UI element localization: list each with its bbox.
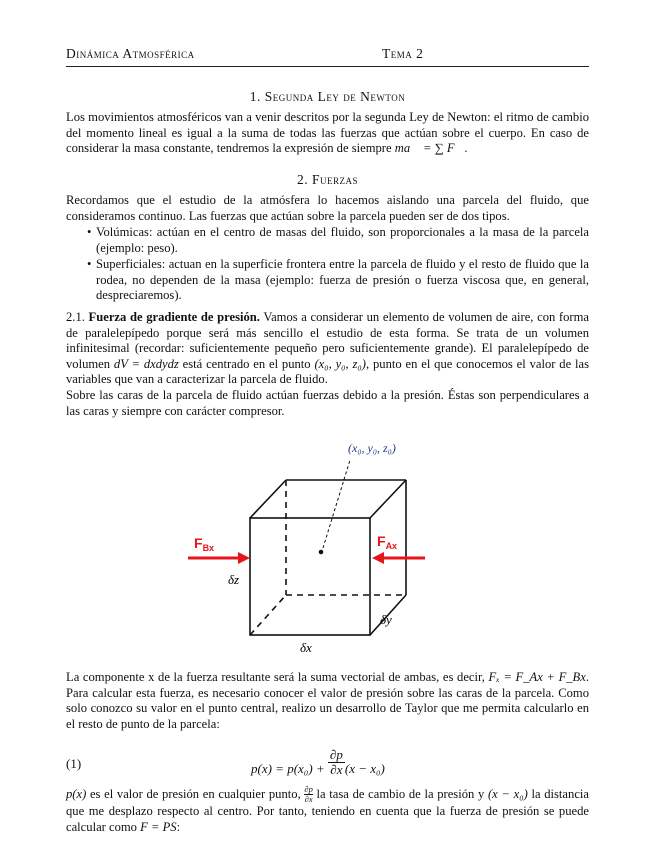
final-text-a: es el valor de presión en cualquier punto, [86,787,305,801]
bullet-item [87,225,589,256]
volume-formula: dV = dxdydz [113,356,179,371]
subsection-title: Fuerza de gradiente de presión. [88,310,260,324]
subsection-text1: Vamos a considerar un elemento de volumen de aire, con forma de paralelepípedo porque será más sencillo el estudio de esta forma. Se trata de un volumen infinitesimal (recordar: suficientemente pequeño pero suficientemente grande). El paralelepípedo de volumen [66,310,589,371]
section1-title: 1. Segunda Ley de Newton [249,89,406,104]
force-bx-arrowhead [238,552,250,564]
newton-formula: ma⃗ = ∑ F⃗ [394,141,465,156]
running-header [66,44,589,67]
dx-label: δx [300,640,312,655]
equation-number: (1) [66,756,82,771]
inline-partial-derivative: $\frac{\partial p}{\partial x}$ [304,784,313,804]
dy-label: δy [380,612,392,627]
depth-hidden-edge [250,595,286,635]
dz-label: δz [228,572,240,587]
px-symbol: p(x) [66,787,87,801]
final-paragraph [66,785,589,835]
subsection-text3: , punto en el que conocemos el valor de las variables que van a caracterizar la parcela de fluido. [66,356,590,387]
section1-paragraph [66,110,589,157]
front-face [250,518,370,635]
final-text-b: la tasa de cambio de la presión y [312,787,488,801]
equation-1 [66,748,589,782]
after-figure-text-b: . Para calcular esta fuerza, es necesario conocer el valor de presión sobre las caras de la parcela. Como solo conozco su valor en el punto central, realizo un desarrollo de Taylor que me permita calcularlo en el resto de punto de la parcela: [66,670,589,731]
bullet-dot: • [87,225,92,239]
final-text-d: : [176,819,181,834]
bullet-text-volumicas: Volúmicas: actúan en el centro de masas del fluido, son proporcionales a la masa de la parcela (ejemplo: peso). [96,225,589,255]
top-left-edge [250,480,286,518]
section2-intro: Recordamos que el estudio de la atmósfera lo hacemos aislando una parcela del fluido, que consideramos continuo. Las fuerzas que actúan sobre la parcela pueden ser de dos tipos. [66,193,589,223]
center-point [319,550,324,555]
force-bx-label: $F_{Bx}$ [194,535,215,553]
force-sum-formula: Fₓ = F_Ax + F_Bx [488,670,586,684]
pressure-force-formula: F = PS [140,819,177,834]
displacement-symbol: (x − x₀) [487,787,528,801]
force-ax-label: $F_{Ax}$ [377,533,398,551]
section1-text: Los movimientos atmosféricos van a venir descritos por la segunda Ley de Newton: el ritmo de cambio del momento lineal es igual a la suma de todas las fuerzas que actúan sobre el cuerpo. En caso de considerar la masa constante, tendremos la expresión de siempre [66,110,589,156]
section2-title: 2. Fuerzas [296,172,358,187]
after-figure-text-a: La componente x de la fuerza resultante será la suma vectorial de ambas, es decir, [66,670,489,684]
equation-lhs: p(x) = p(x₀) + [251,761,328,777]
parallelepiped-figure [180,430,440,660]
subsection-number: 2.1. [66,310,85,324]
equation-rhs: (x − x₀) [344,761,385,777]
subsection-text4: Sobre las caras de la parcela de fluido actúan fuerzas debido a la presión. Éstas son perpendiculares a las caras y siempre con carácter compresor. [66,387,589,418]
partial-derivative: $\frac{\partial p}{\partial x}$ [329,747,343,777]
subsection-paragraph [66,310,589,419]
bullet-text-superficiales: Superficiales: actuan en la superficie frontera entre la parcela de fluido y el resto de fluido que la rodea, no dependen de la masa (ejemplo: fuerza de presión o fuerza viscosa que, en general, despreciaremos). [96,257,589,303]
section1-text-end: . [464,141,468,156]
subsection-text2: está centrado en el punto [178,356,315,371]
force-ax-arrowhead [372,552,384,564]
header-left: Dinámica Atmosférica [66,46,195,61]
top-right-edge [370,480,406,518]
center-pointer-line [323,460,350,548]
header-right: Tema 2 [382,46,424,61]
final-text-c: la distancia que me desplazo respecto al centro. Por tanto, teniendo en cuenta que la fuerza de presión se puede calcular como [66,787,589,834]
equation-body [251,748,521,782]
after-figure-paragraph [66,670,589,732]
bullet-item [87,257,589,304]
center-point-formula: (x₀, y₀, z₀) [314,356,367,371]
center-point-label: (x₀, y₀, z₀) [348,441,396,455]
bullet-dot: • [87,257,92,271]
